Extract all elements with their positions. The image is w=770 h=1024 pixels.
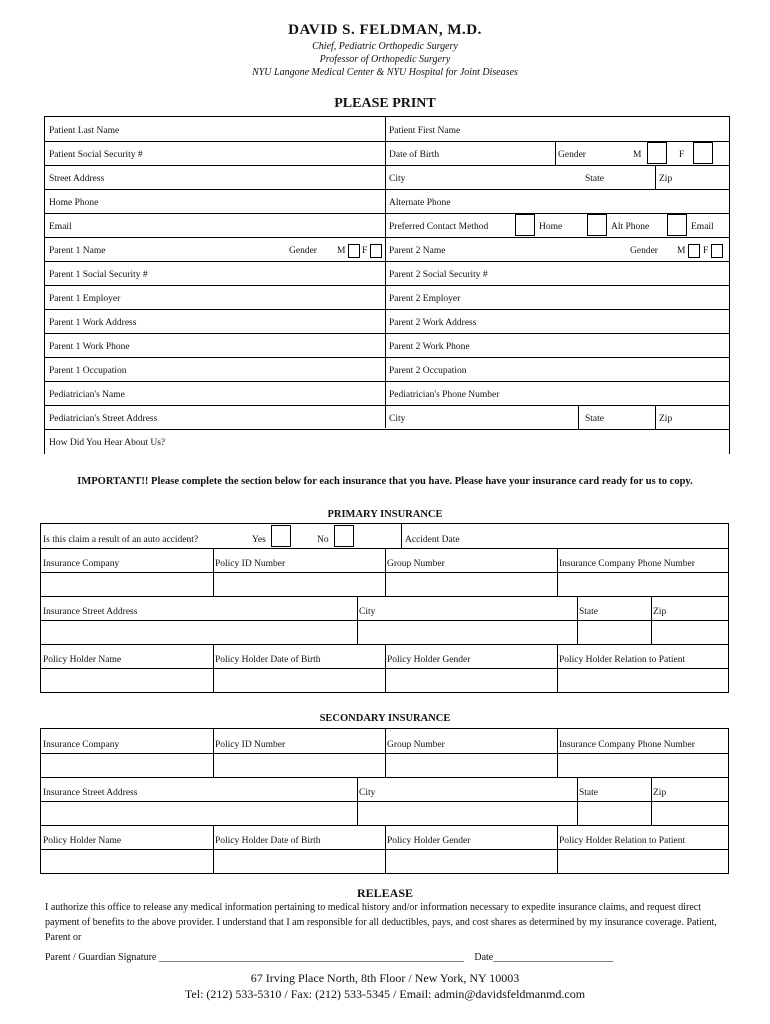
header-line-3: NYU Langone Medical Center & NYU Hospital for Joint Diseases [252, 67, 518, 78]
sec-ins-state-label: State [579, 788, 598, 798]
release-text: I authorize this office to release any medical information pertaining to medical history and/or information necessary to expedite insurance claims, and request direct payment of benefits to the above provider. I understand that I am responsible for all deductibles, pays, and cost shares as determined by my insurance coverage. Patient, Parent or [45, 902, 717, 943]
holder-relation-label: Policy Holder Relation to Patient [559, 655, 686, 665]
parent2-gender-label: Gender [630, 246, 658, 256]
pref-home-label: Home [539, 222, 563, 232]
pediatrician-state-label: State [585, 414, 604, 424]
ins-street-label: Insurance Street Address [43, 607, 138, 617]
pref-alt-checkbox[interactable] [587, 214, 607, 236]
sec-holder-dob-label: Policy Holder Date of Birth [215, 836, 321, 846]
parent2-work-phone-label: Parent 2 Work Phone [389, 342, 470, 352]
holder-gender-label: Policy Holder Gender [387, 655, 471, 665]
gender-m-label: M [633, 150, 642, 160]
primary-insurance-table [40, 523, 729, 693]
header-line-2: Professor of Orthopedic Surgery [319, 54, 451, 65]
footer-address: 67 Irving Place North, 8th Floor / New York, NY 10003 [250, 971, 520, 985]
pediatrician-phone-label: Pediatrician's Phone Number [389, 390, 500, 400]
auto-no-label: No [317, 535, 329, 545]
holder-name-label: Policy Holder Name [43, 655, 122, 665]
sec-ins-zip-label: Zip [653, 788, 667, 798]
alt-phone-label: Alternate Phone [389, 198, 451, 208]
auto-accident-question: Is this claim a result of an auto accident? [43, 535, 199, 545]
sec-group-number-label: Group Number [387, 740, 445, 750]
ins-zip-label: Zip [653, 607, 667, 617]
pediatrician-zip-label: Zip [659, 414, 673, 424]
parent2-m-checkbox[interactable] [688, 244, 700, 258]
gender-label: Gender [558, 150, 586, 160]
parent2-occupation-label: Parent 2 Occupation [389, 366, 467, 376]
parent2-f-checkbox[interactable] [711, 244, 723, 258]
parent2-ssn-label: Parent 2 Social Security # [389, 270, 488, 280]
ins-city-label: City [359, 607, 376, 617]
sec-policy-id-label: Policy ID Number [215, 740, 286, 750]
preferred-contact-label: Preferred Contact Method [389, 222, 489, 232]
accident-date-label: Accident Date [405, 535, 460, 545]
dob-label: Date of Birth [389, 150, 440, 160]
pref-home-checkbox[interactable] [515, 214, 535, 236]
parent2-f-label: F [703, 246, 709, 256]
pediatrician-city-label: City [389, 414, 406, 424]
secondary-insurance-table [40, 728, 729, 874]
patient-form [44, 116, 730, 454]
email-label: Email [49, 222, 72, 232]
sec-ins-street-label: Insurance Street Address [43, 788, 138, 798]
parent1-work-phone-label: Parent 1 Work Phone [49, 342, 130, 352]
gender-f-label: F [679, 150, 685, 160]
sec-ins-phone-label: Insurance Company Phone Number [559, 740, 695, 750]
zip-label: Zip [659, 174, 673, 184]
gender-f-checkbox[interactable] [693, 142, 713, 164]
parent2-employer-label: Parent 2 Employer [389, 294, 461, 304]
secondary-insurance-title: SECONDARY INSURANCE [319, 713, 451, 724]
doctor-name: DAVID S. FELDMAN, M.D. [288, 22, 482, 38]
page-title: PLEASE PRINT [334, 96, 436, 111]
pref-alt-label: Alt Phone [611, 222, 650, 232]
primary-insurance-title: PRIMARY INSURANCE [327, 509, 443, 520]
patient-last-name-label: Patient Last Name [49, 126, 120, 136]
ins-company-label: Insurance Company [43, 559, 120, 569]
pediatrician-street-label: Pediatrician's Street Address [49, 414, 158, 424]
signature-row [45, 952, 613, 963]
footer-contact: Tel: (212) 533-5310 / Fax: (212) 533-5345 / Email: admin@davidsfeldmanmd.com [184, 987, 586, 1001]
parent1-work-address-label: Parent 1 Work Address [49, 318, 137, 328]
header-line-1: Chief, Pediatric Orthopedic Surgery [312, 41, 458, 52]
auto-yes-checkbox[interactable] [271, 525, 291, 547]
parent1-m-checkbox[interactable] [348, 244, 360, 258]
date-line[interactable]: ________________________ [493, 952, 614, 963]
parent1-name-label: Parent 1 Name [49, 246, 106, 256]
policy-id-label: Policy ID Number [215, 559, 286, 569]
sec-holder-name-label: Policy Holder Name [43, 836, 122, 846]
pref-email-checkbox[interactable] [667, 214, 687, 236]
street-address-label: Street Address [49, 174, 105, 184]
state-label: State [585, 174, 604, 184]
parent1-f-checkbox[interactable] [370, 244, 382, 258]
pref-email-label: Email [691, 222, 714, 232]
signature-label: Parent / Guardian Signature [45, 952, 157, 963]
parent1-m-label: M [337, 246, 346, 256]
important-notice: IMPORTANT!! Please complete the section below for each insurance that you have. Please have your insurance card ready for us to copy. [77, 476, 693, 487]
parent1-ssn-label: Parent 1 Social Security # [49, 270, 148, 280]
sec-ins-city-label: City [359, 788, 376, 798]
gender-m-checkbox[interactable] [647, 142, 667, 164]
hear-about-label: How Did You Hear About Us? [49, 438, 166, 448]
city-label: City [389, 174, 406, 184]
auto-yes-label: Yes [252, 535, 266, 545]
parent2-m-label: M [677, 246, 686, 256]
sec-holder-gender-label: Policy Holder Gender [387, 836, 471, 846]
auto-no-checkbox[interactable] [334, 525, 354, 547]
ins-phone-label: Insurance Company Phone Number [559, 559, 695, 569]
ins-state-label: State [579, 607, 598, 617]
patient-ssn-label: Patient Social Security # [49, 150, 143, 160]
patient-first-name-label: Patient First Name [389, 126, 461, 136]
home-phone-label: Home Phone [49, 198, 99, 208]
parent1-occupation-label: Parent 1 Occupation [49, 366, 127, 376]
sec-holder-relation-label: Policy Holder Relation to Patient [559, 836, 686, 846]
sec-ins-company-label: Insurance Company [43, 740, 120, 750]
parent2-name-label: Parent 2 Name [389, 246, 446, 256]
holder-dob-label: Policy Holder Date of Birth [215, 655, 321, 665]
release-title: RELEASE [356, 886, 414, 900]
parent2-work-address-label: Parent 2 Work Address [389, 318, 477, 328]
parent1-gender-label: Gender [289, 246, 317, 256]
parent1-employer-label: Parent 1 Employer [49, 294, 121, 304]
group-number-label: Group Number [387, 559, 445, 569]
parent1-f-label: F [362, 246, 368, 256]
signature-line[interactable]: _____________________________________________________________ [158, 952, 464, 963]
pediatrician-name-label: Pediatrician's Name [49, 390, 125, 400]
date-label: Date [474, 952, 494, 963]
